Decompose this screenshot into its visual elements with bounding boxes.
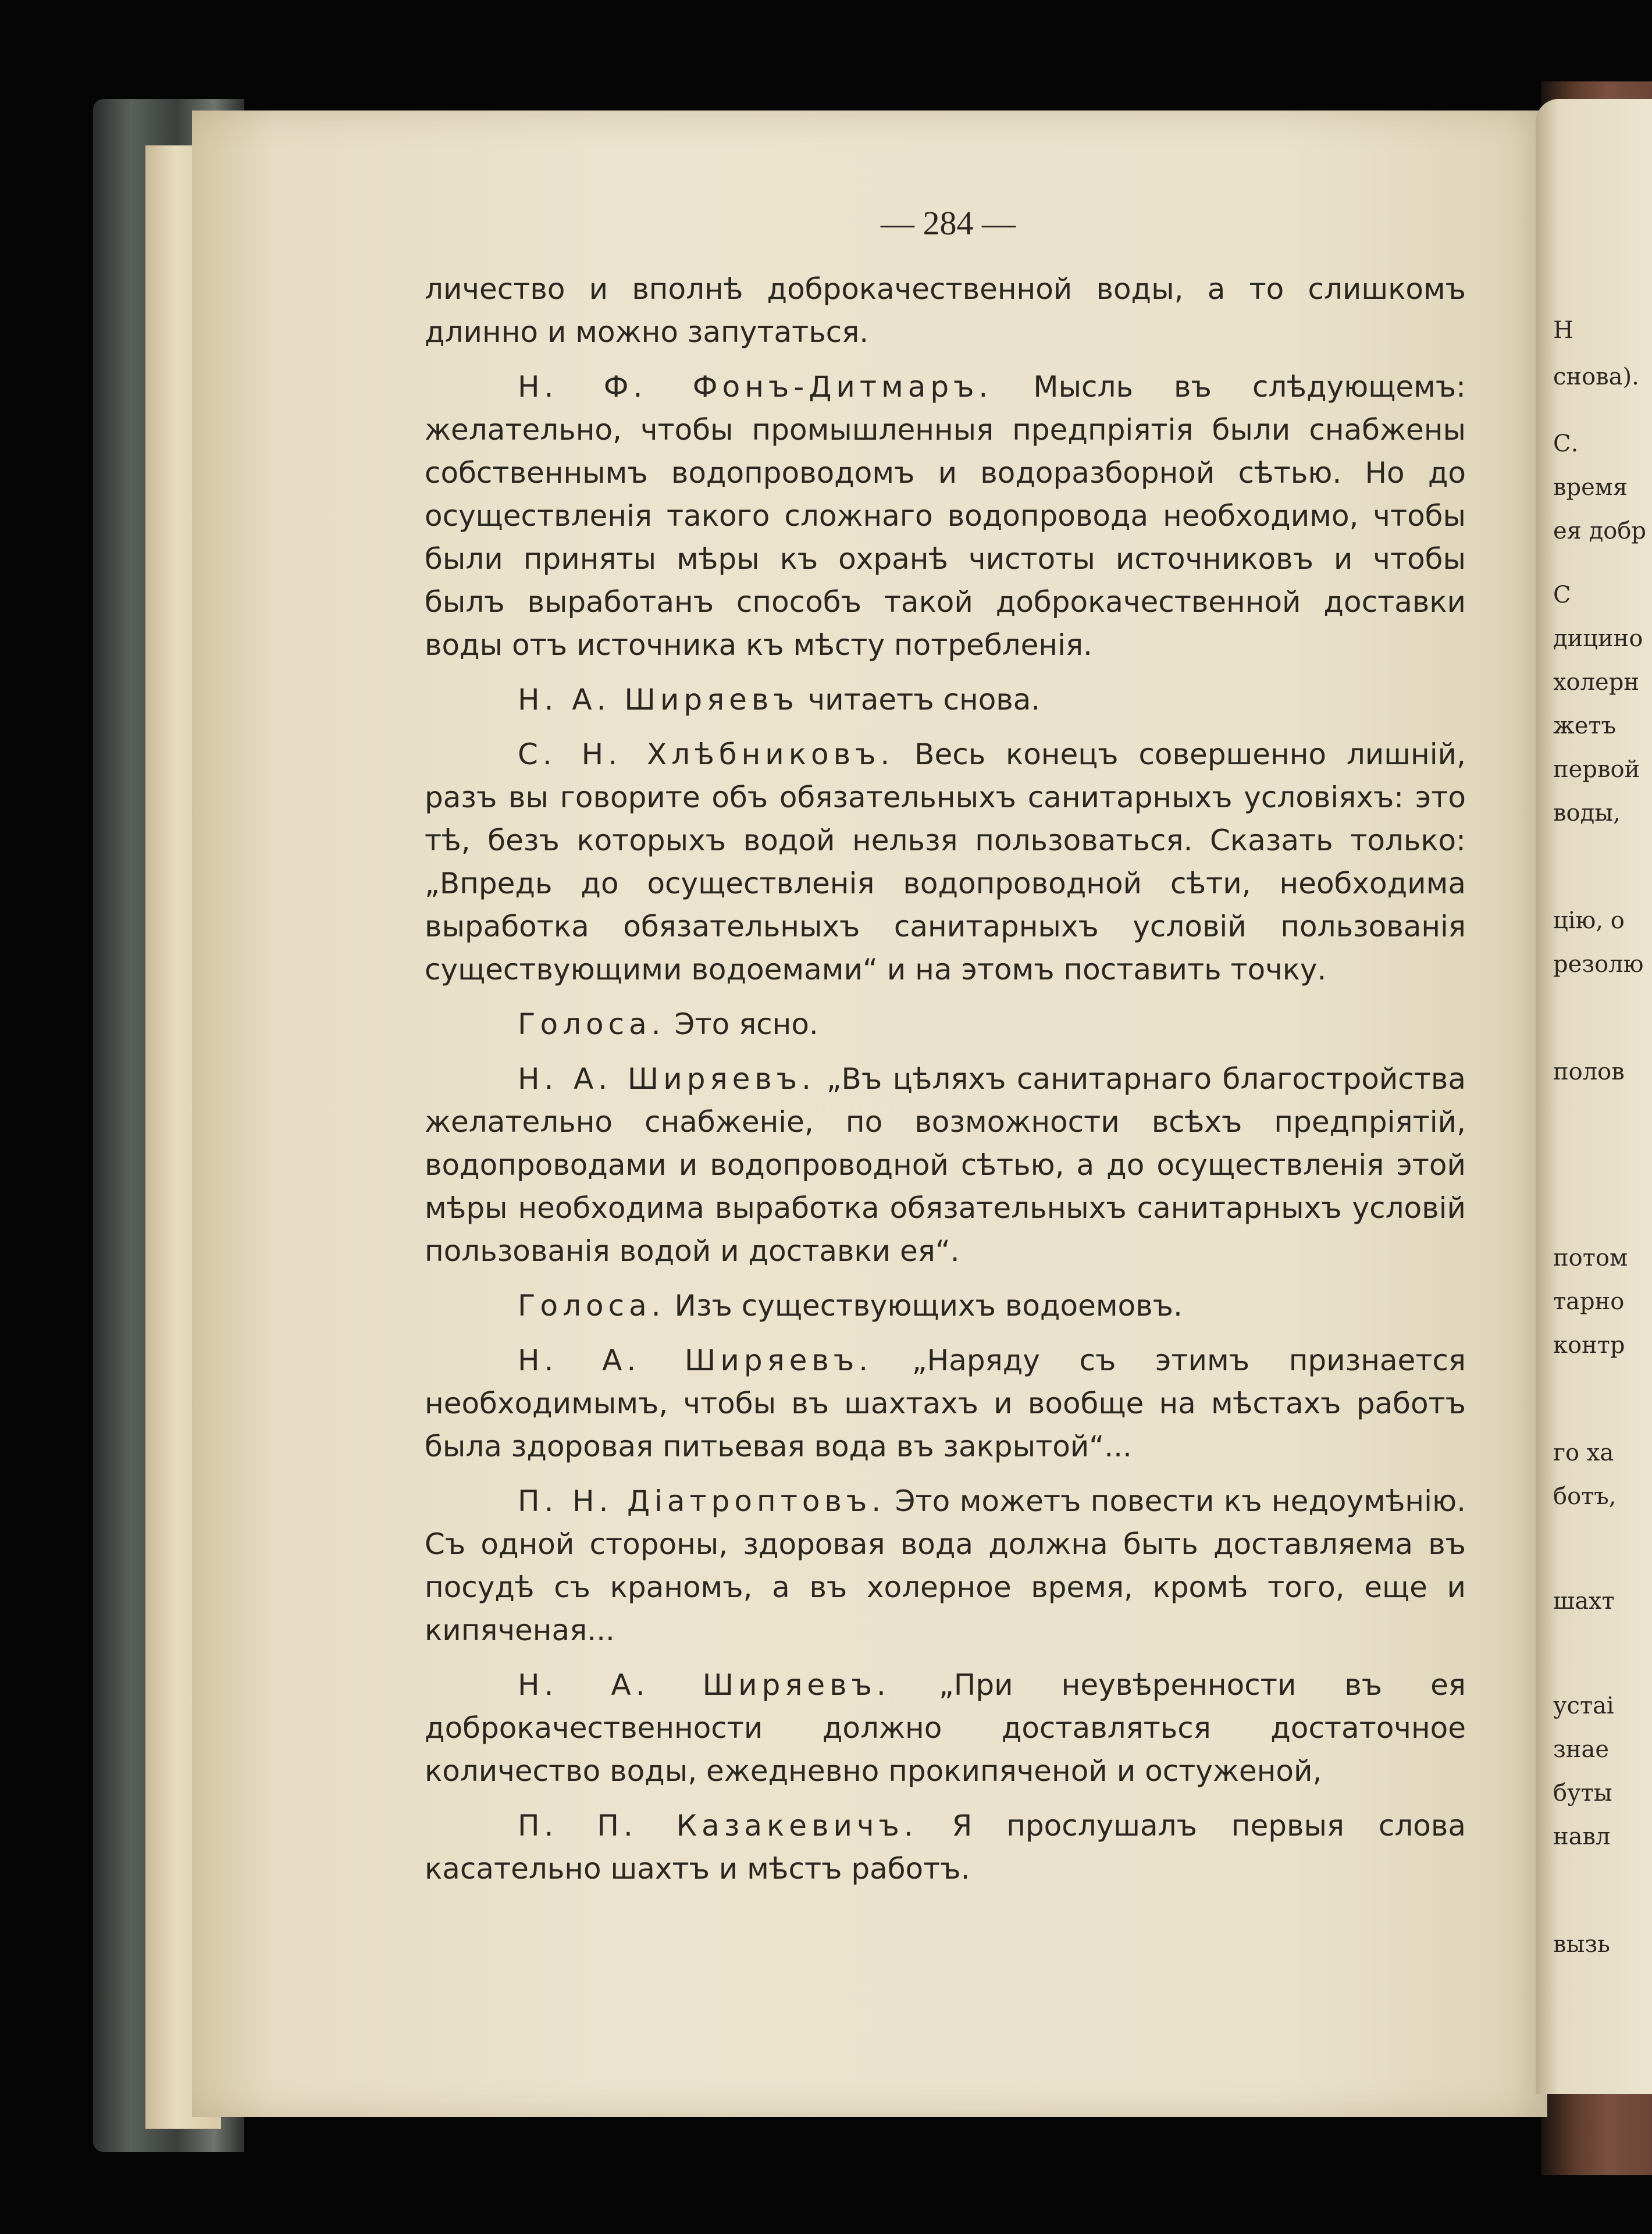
next-page-text: полов bbox=[1553, 1059, 1625, 1085]
paragraph bbox=[425, 1663, 1466, 1793]
speaker-name: П. П. Казакевичъ. bbox=[518, 1809, 918, 1843]
next-page-text: С bbox=[1553, 582, 1571, 608]
next-page-text: воды, bbox=[1553, 800, 1621, 826]
next-page-text: Н bbox=[1553, 317, 1573, 344]
next-page-fragment bbox=[1536, 99, 1652, 2094]
paragraph-text: личество и вполнѣ доброкачественной воды, а то слишкомъ длинно и можно запутаться. bbox=[425, 272, 1466, 349]
paragraph-text: „При неувѣренности въ ея доброкачественности должно доставляться достаточное количество воды, ежедневно прокипяченой и остуженой, bbox=[425, 1668, 1466, 1788]
next-page-text: холерн bbox=[1553, 669, 1639, 696]
speaker-name: Н. А. Ширяевъ bbox=[518, 683, 799, 717]
next-page-text: ботъ, bbox=[1553, 1483, 1617, 1510]
speaker-name: Н. А. Ширяевъ. bbox=[518, 1668, 891, 1702]
paragraph-text: Весь конецъ совершенно лишній, разъ вы говорите объ обязательныхъ санитарныхъ условіяхъ: это тѣ, безъ которыхъ водой нельзя пользоваться. Сказать только: „Впредь до осуществленія водопроводной сѣти, необходима выработка обязательныхъ санитарныхъ условій пользованія существующими водоемами“ и на этомъ поставить точку. bbox=[425, 737, 1466, 986]
next-page-text: жетъ bbox=[1553, 712, 1617, 739]
paragraph bbox=[425, 1804, 1466, 1890]
next-page-text: С. bbox=[1553, 430, 1579, 457]
speaker-name: С. Н. Хлѣбниковъ. bbox=[518, 737, 895, 771]
next-page-text: цію, о bbox=[1553, 907, 1625, 934]
next-page-text: контр bbox=[1553, 1332, 1625, 1359]
paragraph-text: „Наряду съ этимъ признается необходимымъ, чтобы въ шахтахъ и вообще на мѣстахъ работъ была здоровая питьевая вода въ закрытой“... bbox=[425, 1344, 1466, 1463]
speaker-name: Н. А. Ширяевъ. bbox=[518, 1062, 816, 1096]
paragraph bbox=[425, 678, 1466, 721]
paragraph bbox=[425, 1339, 1466, 1468]
next-page-text: дицино bbox=[1553, 625, 1643, 652]
next-page-text: го ха bbox=[1553, 1440, 1614, 1466]
next-page-text: ея добр bbox=[1553, 518, 1647, 544]
paragraph bbox=[425, 1480, 1466, 1652]
paragraph bbox=[425, 733, 1466, 991]
next-page-text: потом bbox=[1553, 1245, 1628, 1271]
speaker-name: Голоса. bbox=[518, 1289, 665, 1323]
paragraph-text: Изъ существующихъ водоемовъ. bbox=[665, 1289, 1183, 1323]
paragraph-text: читаетъ снова. bbox=[798, 683, 1041, 717]
next-page-text: знае bbox=[1553, 1736, 1609, 1763]
paragraph bbox=[425, 1003, 1466, 1046]
paragraph-text: Я прослушалъ первыя слова касательно шахтъ и мѣстъ работъ. bbox=[425, 1809, 1466, 1886]
speaker-name: Н. Ф. Фонъ-Дитмаръ. bbox=[518, 370, 993, 404]
next-page-text: снова). bbox=[1553, 364, 1639, 390]
next-page-text: шахт bbox=[1553, 1588, 1615, 1615]
paragraph-text: Это можетъ повести къ недоумѣнію. Съ одной стороны, здоровая вода должна быть доставляема въ посудѣ съ краномъ, а въ холерное время, кромѣ того, еще и кипяченая... bbox=[425, 1484, 1466, 1647]
paragraph bbox=[425, 1057, 1466, 1273]
next-page-text: первой bbox=[1553, 756, 1640, 783]
speaker-name: Голоса. bbox=[518, 1007, 665, 1041]
page-number: — 284 — bbox=[881, 204, 1016, 242]
paragraph bbox=[425, 1284, 1466, 1327]
next-page-text: буты bbox=[1553, 1780, 1612, 1807]
paragraph bbox=[425, 268, 1466, 354]
next-page-text: тарно bbox=[1553, 1288, 1625, 1315]
speaker-name: Н. А. Ширяевъ. bbox=[518, 1344, 873, 1377]
paragraph-text: „Въ цѣляхъ санитарнаго благостройства желательно снабженіе, по возможности всѣхъ предпріятій, водопроводами и водопроводной сѣтью, а до осуществленія этой мѣры необходима выработка обязательныхъ санитарныхъ условій пользованія водой и доставки ея“. bbox=[425, 1062, 1466, 1268]
next-page-text: устаі bbox=[1553, 1693, 1614, 1719]
next-page-text: резолю bbox=[1553, 951, 1644, 978]
page-text bbox=[425, 268, 1466, 1902]
next-page-text: навл bbox=[1553, 1823, 1611, 1850]
paragraph bbox=[425, 365, 1466, 667]
paragraph-text: Это ясно. bbox=[665, 1007, 818, 1041]
paragraph-text: Мысль въ слѣдующемъ: желательно, чтобы промышленныя предпріятія были снабжены собственнымъ водопроводомъ и водоразборной сѣтью. Но до осуществленія такого сложнаго водопровода необходимо, чтобы были приняты мѣры къ охранѣ чистоты источниковъ и чтобы былъ выработанъ способъ такой доброкачественной доставки воды отъ источника къ мѣсту потребленія. bbox=[425, 370, 1466, 662]
next-page-text: вызь bbox=[1553, 1931, 1610, 1958]
next-page-text: время bbox=[1553, 474, 1628, 501]
speaker-name: П. Н. Діатроптовъ. bbox=[518, 1484, 886, 1518]
